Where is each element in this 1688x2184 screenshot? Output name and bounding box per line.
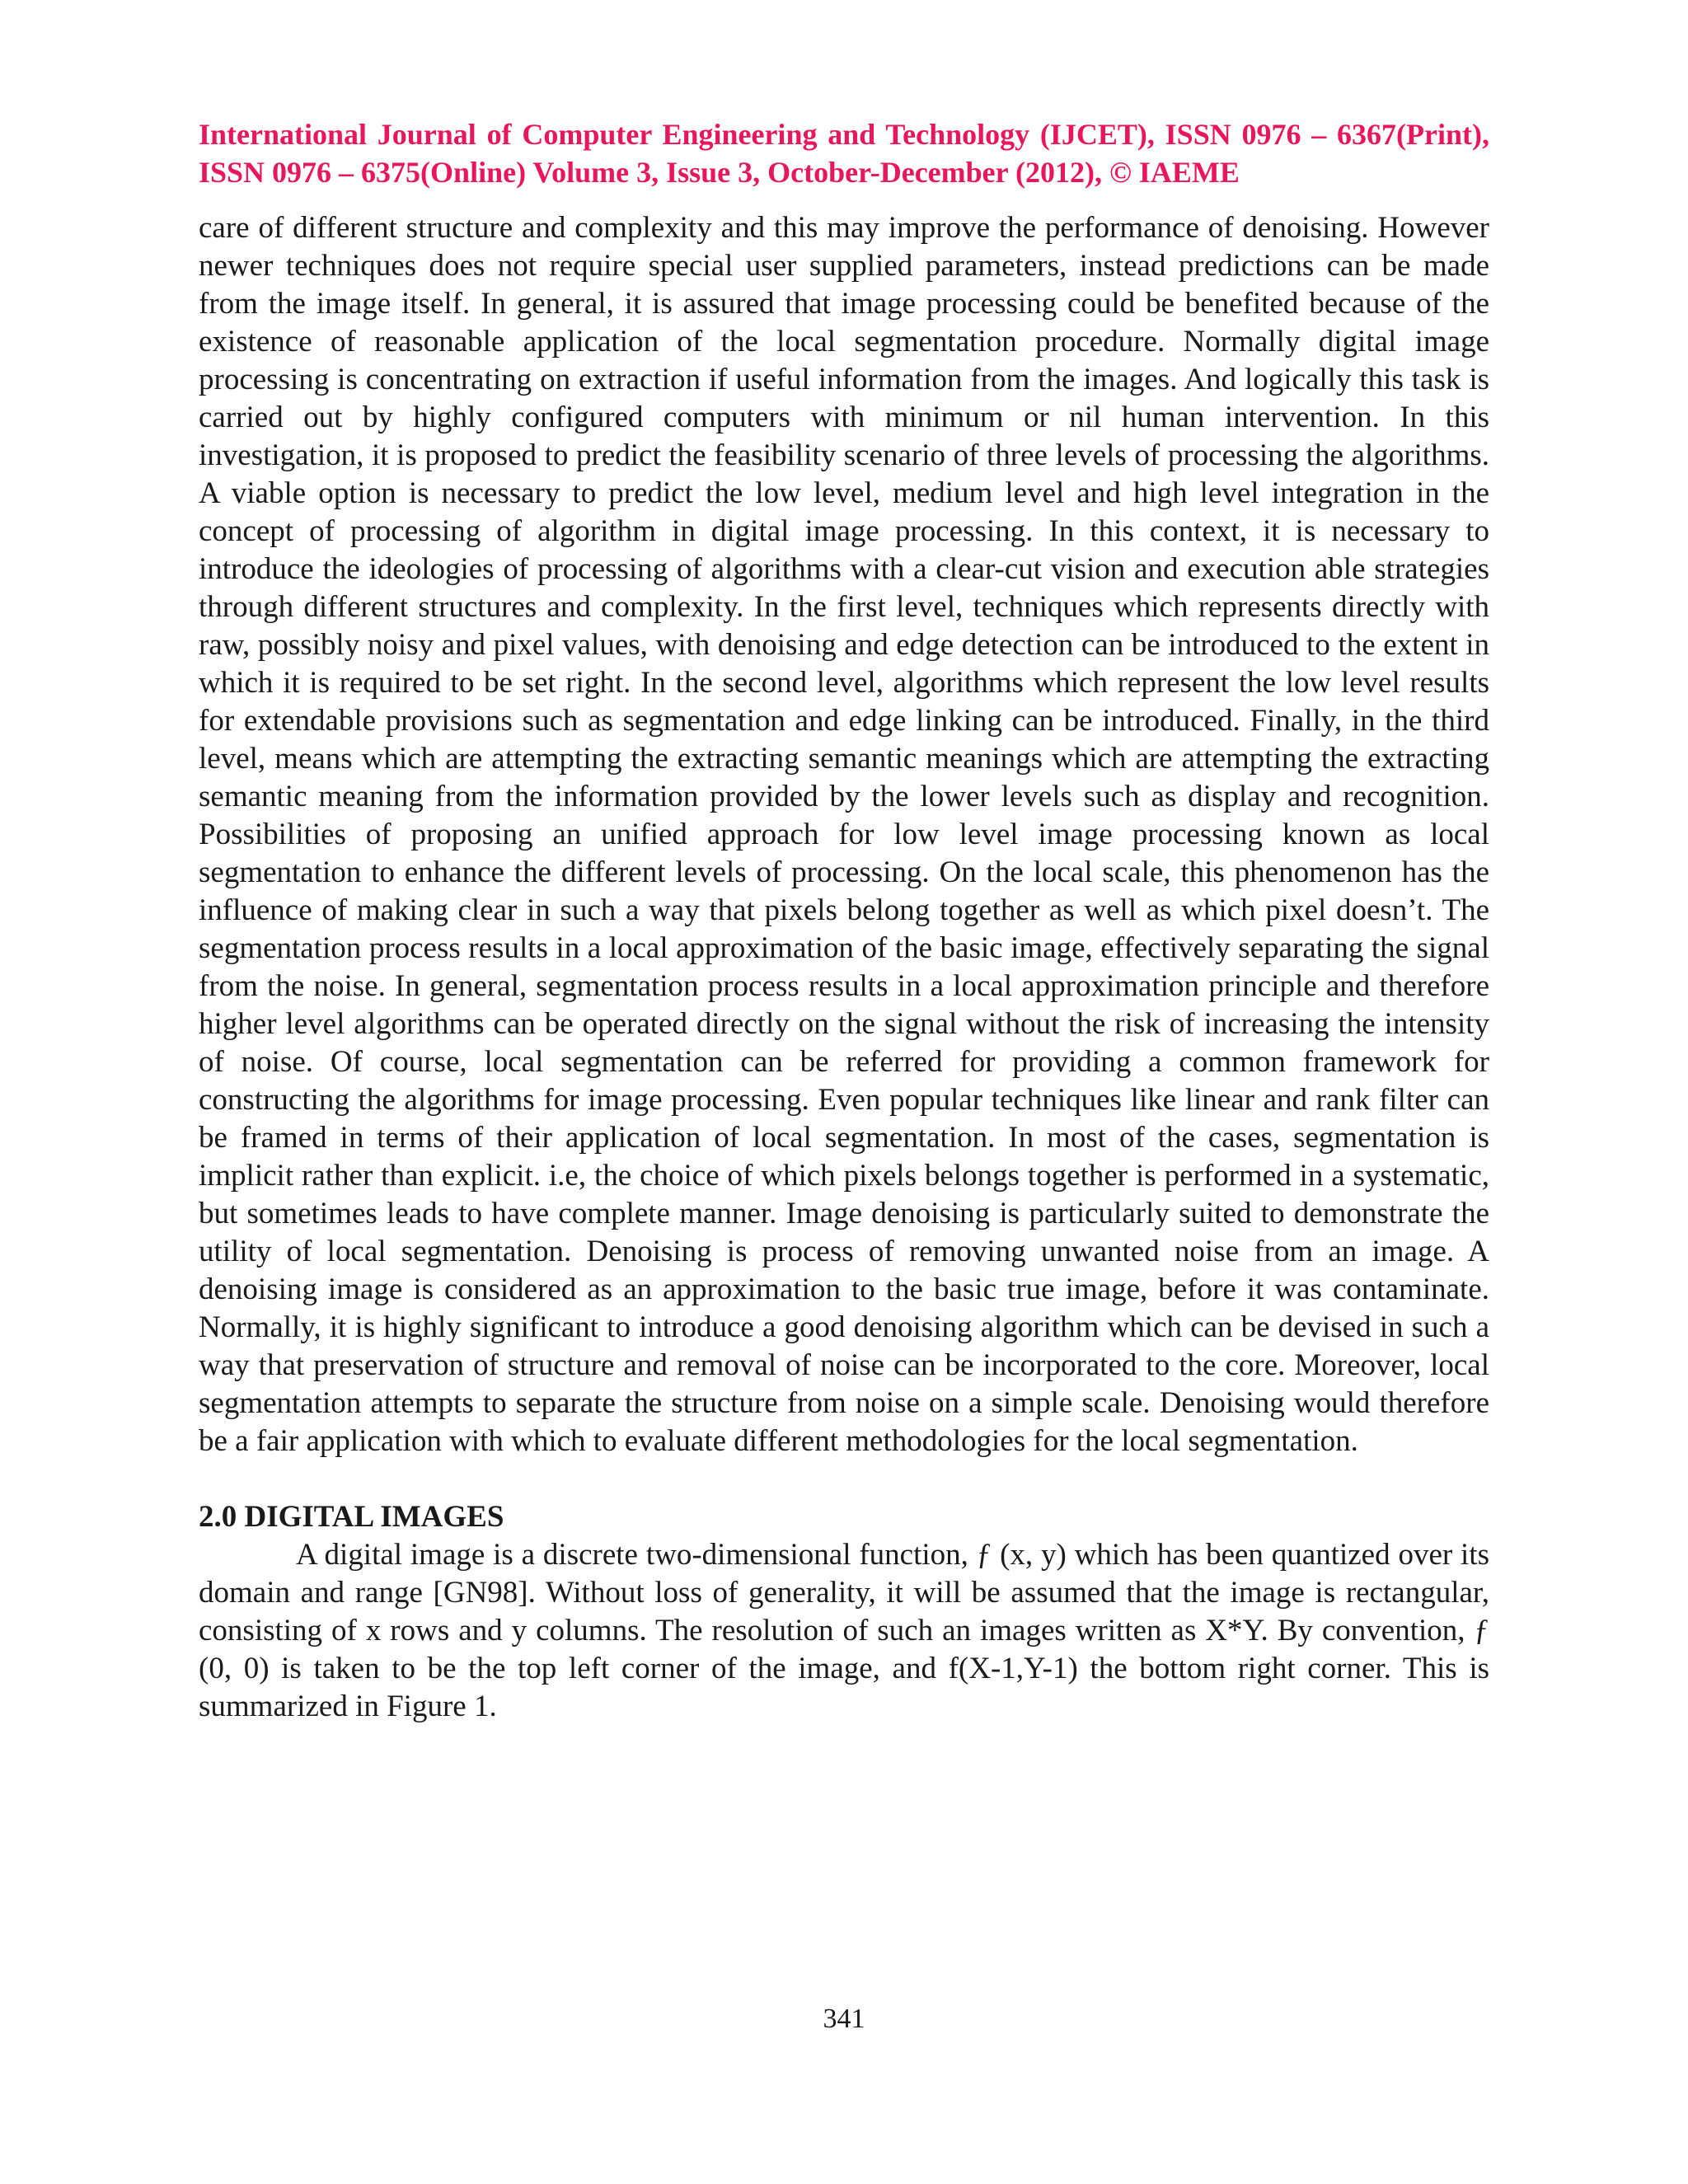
journal-header: International Journal of Computer Engineering and Technology (IJCET), ISSN 0976 – 6367(Print), ISSN 0976 – 6375(Online) Volume 3, Issue 3, October-December (2012), © IAEME: [199, 118, 1489, 189]
page-content: [199, 115, 1489, 1726]
section-heading: 2.0 DIGITAL IMAGES: [199, 1500, 504, 1534]
body-paragraph-2: A digital image is a discrete two-dimensional function, ƒ (x, y) which has been quantized over its domain and range [GN98]. Without loss of generality, it will be assumed that the image is rectangular, consisting of x rows and y columns. The resolution of such an images written as X*Y. By convention, ƒ (0, 0) is taken to be the top left corner of the image, and f(X-1,Y-1) the bottom right corner. This is summarized in Figure 1.: [199, 1538, 1489, 1723]
body-paragraph-1: care of different structure and complexity and this may improve the performance of denoising. However newer techniques does not require special user supplied parameters, instead predictions can be made from the image itself. In general, it is assured that image processing could be benefited because of the existence of reasonable application of the local segmentation procedure. Normally digital image processing is concentrating on extraction if useful information from the images. And logically this task is carried out by highly configured computers with minimum or nil human intervention. In this investigation, it is proposed to predict the feasibility scenario of three levels of processing the algorithms. A viable option is necessary to predict the low level, medium level and high level integration in the concept of processing of algorithm in digital image processing. In this context, it is necessary to introduce the ideologies of processing of algorithms with a clear-cut vision and execution able strategies through different structures and complexity. In the first level, techniques which represents directly with raw, possibly noisy and pixel values, with denoising and edge detection can be introduced to the extent in which it is required to be set right. In the second level, algorithms which represent the low level results for extendable provisions such as segmentation and edge linking can be introduced. Finally, in the third level, means which are attempting the extracting semantic meanings which are attempting the extracting semantic meaning from the information provided by the lower levels such as display and recognition. Possibilities of proposing an unified approach for low level image processing known as local segmentation to enhance the different levels of processing. On the local scale, this phenomenon has the influence of making clear in such a way that pixels belong together as well as which pixel doesn’t. The segmentation process results in a local approximation of the basic image, effectively separating the signal from the noise. In general, segmentation process results in a local approximation principle and therefore higher level algorithms can be operated directly on the signal without the risk of increasing the intensity of noise. Of course, local segmentation can be referred for providing a common framework for constructing the algorithms for image processing. Even popular techniques like linear and rank filter can be framed in terms of their application of local segmentation. In most of the cases, segmentation is implicit rather than explicit. i.e, the choice of which pixels belongs together is performed in a systematic, but sometimes leads to have complete manner. Image denoising is particularly suited to demonstrate the utility of local segmentation. Denoising is process of removing unwanted noise from an image. A denoising image is considered as an approximation to the basic true image, before it was contaminate. Normally, it is highly significant to introduce a good denoising algorithm which can be devised in such a way that preservation of structure and removal of noise can be incorporated to the core. Moreover, local segmentation attempts to separate the structure from noise on a simple scale. Denoising would therefore be a fair application with which to evaluate different methodologies for the local segmentation.: [199, 211, 1489, 1458]
page-number: 341: [823, 2004, 865, 2034]
